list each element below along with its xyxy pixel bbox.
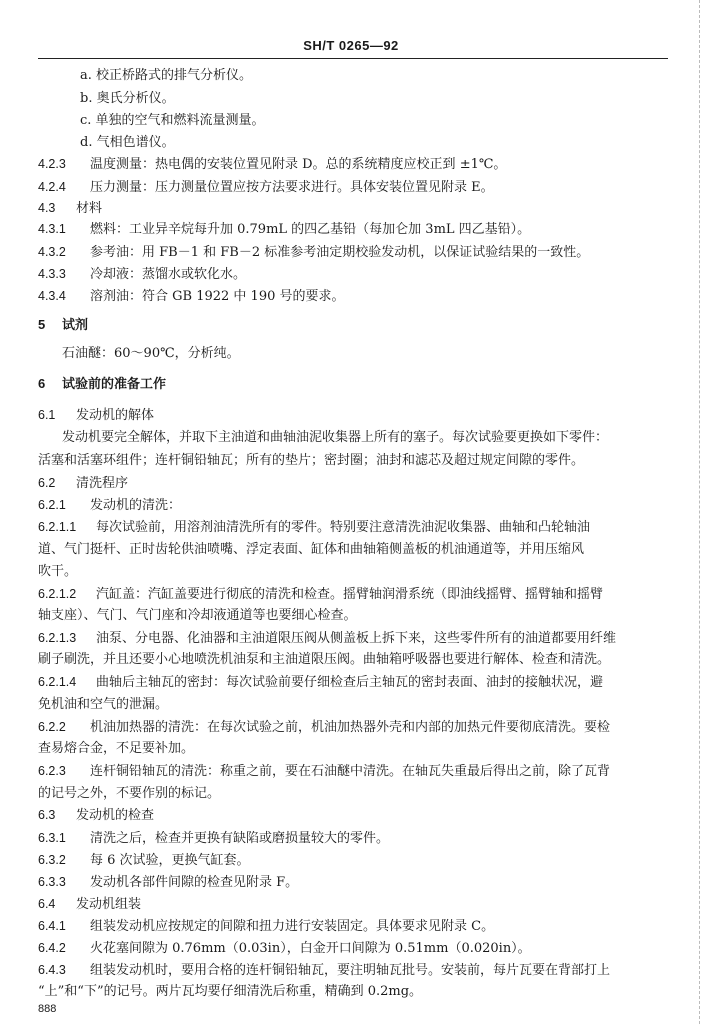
section-number: 4.3 (38, 201, 56, 215)
page-number: 888 (38, 1003, 57, 1015)
section-number: 4.3.2 (38, 245, 66, 259)
section-text: 发动机的解体 (76, 408, 155, 423)
section-text: 每次试验前，用溶剂油清洗所有的零件。特别要注意清洗油泥收集器、曲轴和凸轮轴油 (96, 520, 591, 535)
list-item-a: a. 校正桥路式的排气分析仪。 (80, 68, 253, 83)
section-number: 5 (38, 317, 46, 332)
section-5-heading (38, 316, 88, 334)
section-4-2-3 (38, 155, 506, 173)
section-number: 6.2.1.2 (38, 587, 77, 601)
section-number: 6 (38, 376, 46, 391)
section-text: 压力测量：压力测量位置应按方法要求进行。具体安装位置见附录 E。 (90, 180, 494, 195)
paragraph-line: 查易熔合金，不足要补加。 (38, 741, 195, 756)
section-6-4-2 (38, 939, 531, 957)
section-text: 参考油：用 FB－1 和 FB－2 标准参考油定期校验发动机，以保证试验结果的一致性。 (90, 245, 590, 260)
section-text: 发动机的清洗： (90, 498, 182, 513)
section-6-3-2 (38, 851, 250, 869)
section-number: 6.4.3 (38, 963, 66, 977)
section-number: 6.4.1 (38, 919, 66, 933)
section-6-2-1-4 (38, 673, 603, 691)
section-text: 燃料：工业异辛烷每升加 0.79mL 的四乙基铅（每加仑加 3mL 四乙基铅）。 (90, 222, 531, 237)
section-6-4-3 (38, 961, 610, 979)
section-text: 火花塞间隙为 0.76mm（0.03in），白金开口间隙为 0.51mm（0.020in）。 (90, 941, 531, 956)
section-number: 4.3.4 (38, 289, 66, 303)
section-number: 6.1 (38, 408, 56, 422)
section-number: 6.3 (38, 808, 56, 822)
section-text: 发动机各部件间隙的检查见附录 F。 (90, 875, 299, 890)
document-code: SH/T 0265—92 (303, 38, 399, 53)
section-6-2-1 (38, 496, 181, 514)
paragraph-line: 发动机要完全解体，并取下主油道和曲轴油泥收集器上所有的塞子。每次试验要更换如下零件： (62, 430, 609, 445)
section-6-2-2 (38, 718, 610, 736)
list-item-b: b. 奥氏分析仪。 (80, 91, 175, 106)
section-number: 6.2.1.4 (38, 675, 77, 689)
section-4-3-3 (38, 265, 246, 283)
section-number: 6.4 (38, 897, 56, 911)
header-rule (38, 58, 668, 59)
section-4-3-2 (38, 243, 589, 261)
section-number: 6.2.1 (38, 498, 66, 512)
section-6-3-1 (38, 829, 389, 847)
section-number: 6.2 (38, 476, 56, 490)
section-number: 6.3.1 (38, 831, 66, 845)
section-number: 6.3.2 (38, 853, 66, 867)
section-6-4 (38, 895, 141, 913)
section-text: 冷却液：蒸馏水或软化水。 (90, 267, 247, 282)
section-title: 试剂 (62, 317, 89, 332)
section-6-2-3 (38, 762, 610, 780)
section-text: 溶剂油：符合 GB 1922 中 190 号的要求。 (90, 289, 345, 304)
list-item-d: d. 气相色谱仪。 (80, 135, 175, 150)
section-number: 6.2.1.1 (38, 520, 77, 534)
section-text: 组装发动机时，要用合格的连杆铜铅轴瓦，要注明轴瓦批号。安装前，每片瓦要在背部打上 (90, 963, 611, 978)
section-text: 材料 (76, 201, 103, 216)
section-4-2-4 (38, 178, 494, 196)
section-number: 4.2.4 (38, 180, 66, 194)
section-4-3-4 (38, 287, 345, 305)
section-6-2 (38, 474, 128, 492)
paragraph-line: 吹干。 (38, 564, 78, 579)
section-6-2-1-1 (38, 518, 590, 536)
paragraph-line: 轴支座）、气门、气门座和冷却液通道等也要细心检查。 (38, 608, 357, 623)
paragraph-line: 活塞和活塞环组件；连杆铜铅轴瓦；所有的垫片；密封圈；油封和滤芯及超过规定间隙的零件。 (38, 453, 585, 468)
section-6-3 (38, 806, 154, 824)
section-number: 4.2.3 (38, 157, 66, 171)
section-number: 4.3.3 (38, 267, 66, 281)
section-title: 试验前的准备工作 (62, 376, 167, 391)
section-text: 清洗之后，检查并更换有缺陷或磨损量较大的零件。 (90, 831, 390, 846)
reagent-text: 石油醚：60～90℃，分析纯。 (62, 346, 240, 361)
section-text: 组装发动机应按规定的间隙和扭力进行安装固定。具体要求见附录 C。 (90, 919, 495, 934)
section-4-3 (38, 199, 102, 217)
section-text: 发动机组装 (76, 897, 142, 912)
paragraph-line: 的记号之外，不要作别的标记。 (38, 786, 221, 801)
section-number: 6.3.3 (38, 875, 66, 889)
section-6-2-1-2 (38, 585, 603, 603)
section-number: 6.2.1.3 (38, 631, 77, 645)
section-number: 4.3.1 (38, 222, 66, 236)
paragraph-line: 刷子刷洗，并且还要小心地喷洗机油泵和主油道限压阀。曲轴箱呼吸器也要进行解体、检查和清洗。 (38, 652, 611, 667)
section-6-1 (38, 406, 154, 424)
section-text: 清洗程序 (76, 476, 129, 491)
section-6-4-1 (38, 917, 494, 935)
section-text: 每 6 次试验，更换气缸套。 (90, 853, 250, 868)
section-number: 6.2.2 (38, 720, 66, 734)
section-text: 机油加热器的清洗：在每次试验之前，机油加热器外壳和内部的加热元件要彻底清洗。要检 (90, 720, 611, 735)
section-text: 连杆铜铅轴瓦的清洗：称重之前，要在石油醚中清洗。在轴瓦失重最后得出之前，除了瓦背 (90, 764, 611, 779)
section-text: 油泵、分电器、化油器和主油道限压阀从侧盖板上拆下来，这些零件所有的油道都要用纤维 (96, 631, 617, 646)
section-number: 6.2.3 (38, 764, 66, 778)
section-text: 曲轴后主轴瓦的密封：每次试验前要仔细检查后主轴瓦的密封表面、油封的接触状况，避 (96, 675, 604, 690)
paragraph-line: 道、气门挺杆、正时齿轮供油喷嘴、浮定表面、缸体和曲轴箱侧盖板的机油通道等，并用压缩风 (38, 542, 585, 557)
section-number: 6.4.2 (38, 941, 66, 955)
section-text: 汽缸盖：汽缸盖要进行彻底的清洗和检查。摇臂轴润滑系统（即油线摇臂、摇臂轴和摇臂 (96, 587, 604, 602)
section-6-heading (38, 375, 166, 393)
section-text: 温度测量：热电偶的安装位置见附录 D。总的系统精度应校正到 ±1℃。 (90, 157, 507, 172)
page-edge (698, 0, 700, 1024)
list-item-c: c. 单独的空气和燃料流量测量。 (80, 113, 265, 128)
paragraph-line: “上”和“下”的记号。两片瓦均要仔细清洗后称重，精确到 0.2mg。 (38, 984, 423, 999)
section-text: 发动机的检查 (76, 808, 155, 823)
section-4-3-1 (38, 220, 530, 238)
paragraph-line: 免机油和空气的泄漏。 (38, 697, 169, 712)
section-6-2-1-3 (38, 629, 616, 647)
section-6-3-3 (38, 873, 298, 891)
